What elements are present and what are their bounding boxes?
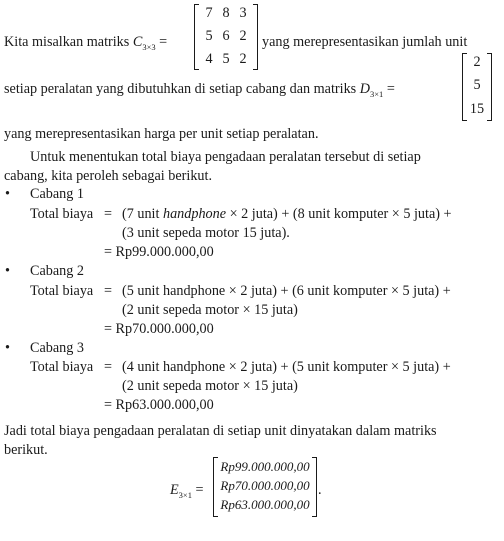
branch-2-label: Total biaya [30, 283, 94, 299]
paragraph-2-line-1: Untuk menentukan total biaya pengadaan peralatan tersebut di setiap [30, 149, 421, 165]
conclusion-line-1: Jadi total biaya pengadaan peralatan di setiap unit dinyatakan dalam matriks [4, 423, 437, 439]
bullet-icon: • [5, 186, 10, 202]
branch-2-title: Cabang 2 [30, 263, 84, 279]
matrix-e-label: $E_{3\times 1}$ = [170, 482, 204, 500]
matrix-c-cell: 4 [205, 51, 213, 67]
branch-2-result: = Rp70.000.000,00 [104, 321, 214, 337]
matrix-c-cell: 5 [205, 28, 213, 44]
branch-2-line-2: (2 unit sepeda motor × 15 juta) [122, 302, 298, 318]
branch-1-label: Total biaya [30, 206, 94, 222]
bullet-icon: • [5, 340, 10, 356]
branch-3-label: Total biaya [30, 359, 94, 375]
intro-line-1: Kita misalkan matriks $C_{3\times 3}$ = [4, 34, 168, 52]
matrix-d-cell: 15 [469, 101, 485, 117]
matrix-e-cell: Rp63.000.000,00 [220, 497, 310, 512]
branch-1-result: = Rp99.000.000,00 [104, 244, 214, 260]
conclusion-line-2: berikut. [4, 442, 48, 458]
matrix-c-cell: 7 [205, 5, 213, 21]
matrix-c-label: $C_{3\times 3}$ [132, 34, 156, 52]
intro-line-3: yang merepresentasikan harga per unit setiap peralatan. [4, 126, 319, 142]
matrix-c-cell: 3 [239, 5, 247, 21]
branch-3-result: = Rp63.000.000,00 [104, 397, 214, 413]
matrix-d-cell: 2 [473, 54, 481, 70]
branch-3-equals: = [104, 359, 113, 375]
branch-3-title: Cabang 3 [30, 340, 84, 356]
branch-2-equals: = [104, 283, 113, 299]
matrix-e-period: . [318, 482, 322, 498]
branch-3-line-1: (4 unit handphone × 2 juta) + (5 unit komputer × 5 juta) + [122, 359, 451, 375]
intro-text-2: yang merepresentasikan jumlah unit [262, 34, 468, 50]
matrix-c-cell: 8 [222, 5, 230, 21]
matrix-c-cell: 2 [239, 51, 247, 67]
matrix-e-cell: Rp70.000.000,00 [220, 478, 310, 493]
paragraph-2-line-2: cabang, kita peroleh sebagai berikut. [4, 168, 212, 184]
matrix-d-cell: 5 [473, 77, 481, 93]
branch-3-line-2: (2 unit sepeda motor × 15 juta) [122, 378, 298, 394]
intro-line-2: setiap peralatan yang dibutuhkan di setiap cabang dan matriks $D_{3\times 1}$ = [4, 81, 395, 99]
matrix-c-cell: 6 [222, 28, 230, 44]
intro-text-1: Kita misalkan matriks [4, 34, 133, 50]
branch-1-line-1: (7 unit handphone × 2 juta) + (8 unit komputer × 5 juta) + [122, 206, 452, 222]
branch-1-equals: = [104, 206, 113, 222]
matrix-d-label: $D_{3\times 1}$ [359, 81, 384, 99]
matrix-c [194, 5, 258, 69]
matrix-c-cell: 5 [222, 51, 230, 67]
bullet-icon: • [5, 263, 10, 279]
matrix-e [213, 458, 317, 516]
matrix-d [462, 54, 492, 120]
branch-1-title: Cabang 1 [30, 186, 84, 202]
matrix-e-cell: Rp99.000.000,00 [220, 459, 310, 474]
branch-1-line-2: (3 unit sepeda motor 15 juta). [122, 225, 290, 241]
matrix-c-cell: 2 [239, 28, 247, 44]
branch-2-line-1: (5 unit handphone × 2 juta) + (6 unit komputer × 5 juta) + [122, 283, 451, 299]
